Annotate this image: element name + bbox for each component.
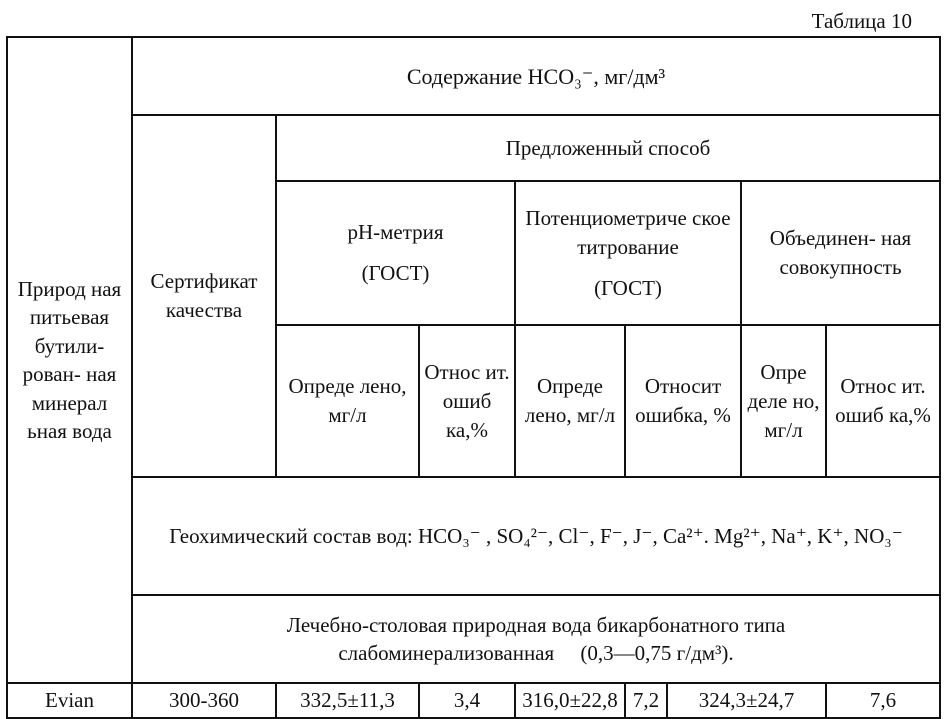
combined-error-header: Относ ит. ошиб ка,%	[826, 325, 940, 477]
water-type-range: (0,3—0,75 г/дм³).	[580, 641, 734, 665]
table-row-name: Evian	[7, 683, 132, 718]
table-row-titration-value: 316,0±22,8	[515, 683, 625, 718]
method-titration-note: (ГОСТ)	[594, 275, 662, 300]
water-type-line2: слабоминерализованная	[338, 641, 555, 665]
method-titration-header	[515, 181, 741, 325]
table-row-combined-value: 324,3±24,7	[667, 683, 826, 718]
geochem-composition	[132, 477, 940, 595]
method-ph-note: (ГОСТ)	[361, 261, 430, 285]
table-row-titration-error: 7,2	[625, 683, 667, 718]
table-row-combined-error: 7,6	[826, 683, 940, 718]
water-column-header: Природ ная питьевая бутили- рован- ная минерал ьная вода	[7, 37, 132, 683]
combined-determined-header: Опре деле но, мг/л	[741, 325, 826, 477]
method-combined-header: Объединен- ная совокупность	[741, 181, 940, 325]
content-header-formula: HCO₃⁻	[527, 63, 594, 89]
ph-determined-header: Опреде лено, мг/л	[276, 325, 419, 477]
method-ph-name: рН-метрия	[347, 220, 444, 244]
content-header	[132, 37, 940, 115]
geochem-label: Геохимический состав вод:	[169, 524, 413, 548]
method-titration-name: Потенциометриче ское титрование	[525, 205, 731, 259]
proposed-method-header: Предложенный способ	[276, 115, 940, 181]
water-type-line1: Лечебно-столовая природная вода бикарбонатного типа	[286, 613, 786, 637]
titration-determined-header: Опреде лено, мг/л	[515, 325, 625, 477]
method-ph-header	[276, 181, 515, 325]
ph-error-header: Относ ит. ошиб ка,%	[419, 325, 515, 477]
results-table	[6, 36, 941, 719]
content-header-unit: , мг/дм³	[593, 63, 666, 89]
table-row-ph-value: 332,5±11,3	[276, 683, 419, 718]
table-row-certificate: 300-360	[132, 683, 276, 718]
table-row-ph-error: 3,4	[419, 683, 515, 718]
geochem-ions: HCO₃⁻ , SO₄²⁻, Cl⁻, F⁻, J⁻, Ca²⁺. Mg²⁺, Na⁺, K⁺, NO₃⁻	[417, 524, 903, 548]
water-type	[132, 595, 940, 683]
table-caption: Таблица 10	[811, 9, 912, 33]
certificate-header: Сертификат качества	[132, 115, 276, 477]
titration-error-header: Относит ошибка, %	[625, 325, 741, 477]
content-header-prefix: Содержание	[406, 63, 523, 89]
